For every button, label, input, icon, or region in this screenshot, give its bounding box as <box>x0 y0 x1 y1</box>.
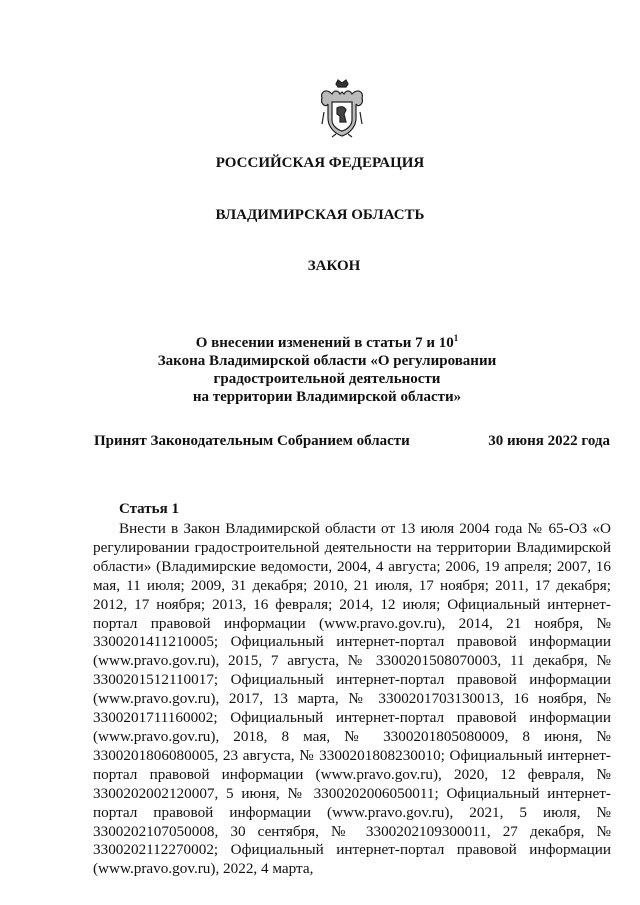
subject-line-3: градостроительной деятельности <box>213 371 441 387</box>
subject-line-1: О внесении изменений в статьи 7 и $10^1$ <box>195 333 459 351</box>
subject-line-2: Закона Владимирской области «О регулировании <box>157 353 497 369</box>
adoption-line <box>94 433 610 450</box>
article-title: Статья 1 <box>119 501 179 517</box>
law-subject-title <box>0 329 640 406</box>
region-heading: ВЛАДИМИРСКАЯ ОБЛАСТЬ <box>215 207 425 223</box>
subject-line-4: на территории Владимирской области» <box>192 389 462 405</box>
coat-of-arms-emblem <box>318 78 366 138</box>
adoption-date: 30 июня 2022 года <box>488 433 610 449</box>
document-type-heading: ЗАКОН <box>307 258 361 274</box>
superscript-1: 1 <box>453 333 459 343</box>
article-body-text: Внести в Закон Владимирской области от 13 июля 2004 года № 65-ОЗ «О регулировании градостроительной деятельности на территории Владимирской области» (Владимирские ведомости, 2004, 4 августа; 2006, 19 апреля; 2007, 16 мая, 11 июля; 2009, 31 декабря; 2010, 21 июля, 17 ноября; 2011, 17 декабря; 2012, 17 ноября; 2013, 16 февраля; 2014, 12 июля; Официальный интернет-портал правовой информации (www.pravo.gov.ru), 2014, 21 ноября, № 3300201411210005; Официальный интернет-портал правовой информации (www.pravo.gov.ru), 2015, 7 августа, № 3300201508070003, 11 декабря, № 3300201512110017; Официальный интернет-портал правовой информации (www.pravo.gov.ru), 2017, 13 марта, № 3300201703130013, 16 ноября, № 3300201711160002; Официальный интернет-портал правовой информации (www.pravo.gov.ru), 2018, 8 мая, № 3300201805080009, 8 июня, № 3300201806080005, 23 августа, № 3300201808230010; Официальный интернет-портал правовой информации (www.pravo.gov.ru), 2020, 12 февраля, № 3300202002120007, 5 июня, № 3300202006050011; Официальный интернет-портал правовой информации (www.pravo.gov.ru), 2021, 5 июля, № 3300202107050008, 30 сентября, № 3300202109300011, 27 декабря, № 3300202112270002; Официальный интернет-портал правовой информации (www.pravo.gov.ru), 2022, 4 марта, <box>93 520 611 878</box>
adopting-body: Принят Законодательным Собранием области <box>94 433 410 449</box>
country-heading: РОССИЙСКАЯ ФЕДЕРАЦИЯ <box>215 155 425 171</box>
